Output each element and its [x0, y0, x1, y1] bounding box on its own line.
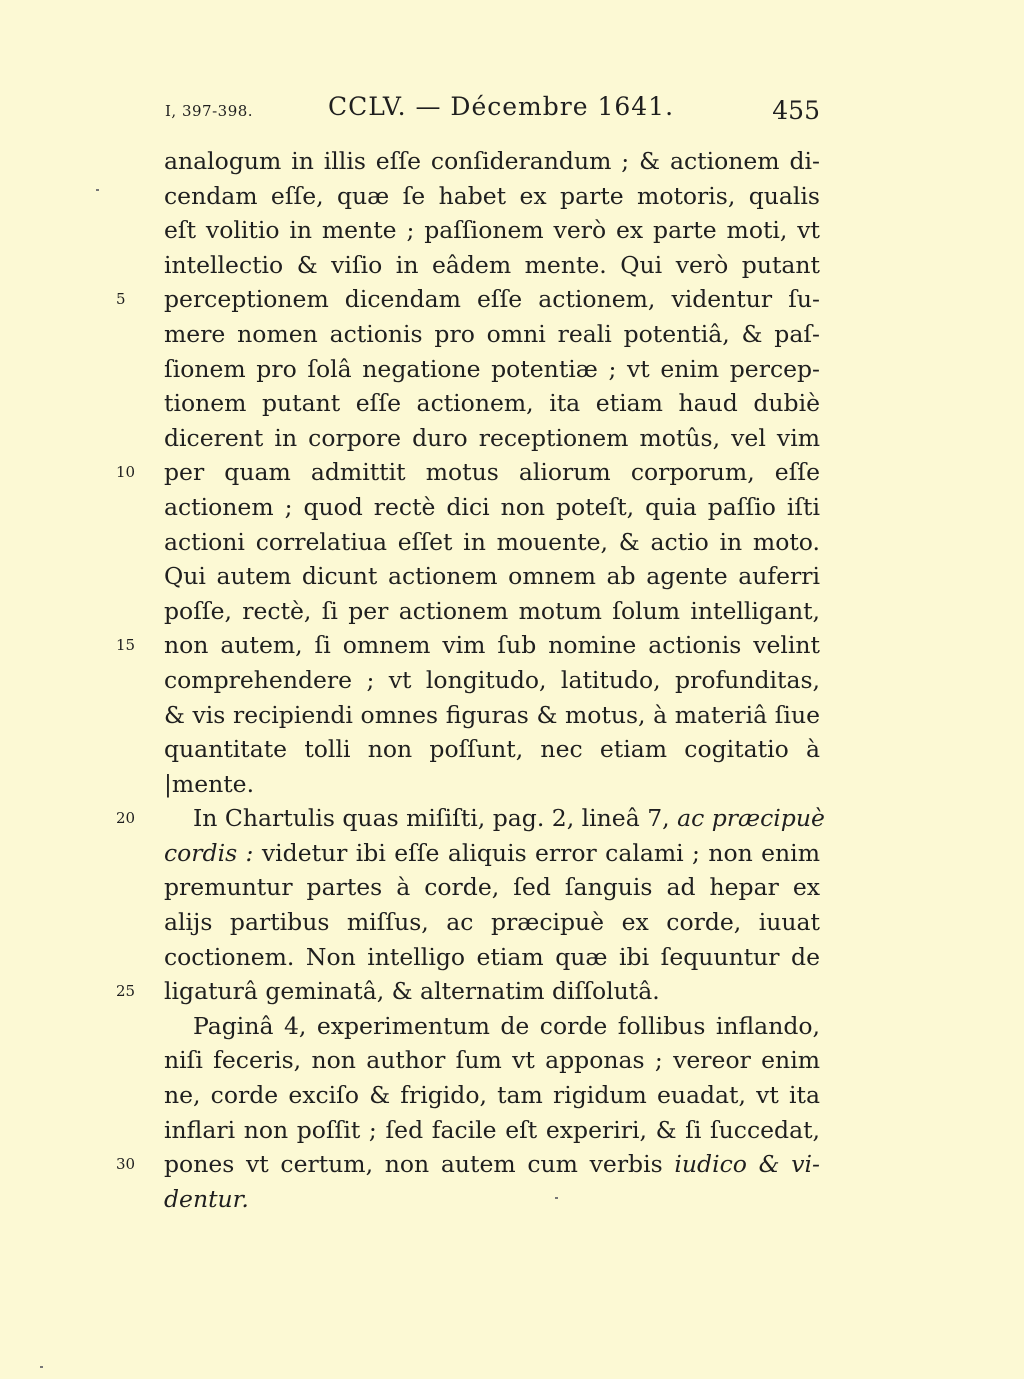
text-line: [116, 628, 820, 663]
text-line: [164, 594, 820, 629]
line-text: eſt volitio in mente ; paſſionem verò ex parte moti, vt: [164, 216, 820, 245]
line-text: perceptionem dicendam eſſe actionem, videntur ſu-: [164, 285, 820, 314]
line-number: 25: [116, 982, 136, 1001]
line-italic-text: ac præcipuè: [677, 804, 825, 833]
line-text: analogum in illis eſſe conſiderandum ; & actionem di-: [164, 147, 820, 175]
text-line: [116, 282, 820, 317]
line-number: 30: [116, 1155, 136, 1174]
text-line: [116, 1147, 820, 1182]
line-text: dicerent in corpore duro receptionem motûs, vel vim: [164, 423, 820, 452]
line-text: pones vt certum, non autem cum verbis: [164, 1150, 663, 1179]
line-text: actioni correlatiua eſſet in mouente, & actio in moto.: [164, 527, 820, 556]
letter-title: CCLV. — Décembre 1641.: [328, 92, 675, 121]
page-header: [165, 92, 820, 132]
line-text: premuntur partes à corde, ſed ſanguis ad hepar ex: [164, 873, 820, 902]
text-line: [164, 317, 820, 352]
text-line: [116, 801, 825, 836]
line-number: 5: [116, 290, 126, 309]
line-text: per quam admittit motus aliorum corporum, eſſe: [164, 458, 820, 487]
text-line: [164, 836, 820, 871]
text-line: [116, 455, 820, 490]
text-line: [164, 1043, 820, 1078]
text-line: [164, 421, 820, 456]
text-line: [164, 1182, 820, 1217]
line-number: 10: [116, 463, 136, 482]
text-line: [164, 663, 820, 698]
line-text: inflari non poſſit ; ſed facile eſt experiri, & ſi ſuccedat,: [164, 1115, 820, 1144]
line-text: Qui autem dicunt actionem omnem ab agente auferri: [164, 562, 820, 591]
line-text: quantitate tolli non poſſunt, nec etiam cogitatio à: [164, 735, 820, 764]
line-text: niſi feceris, non author ſum vt apponas ; vereor enim: [164, 1046, 820, 1075]
page-number: 455: [772, 96, 820, 125]
speck: [555, 1197, 558, 1199]
text-line: [164, 144, 820, 179]
line-text: tionem putant eſſe actionem, ita etiam haud dubiè: [164, 389, 820, 418]
line-text: & vis recipiendi omnes figuras & motus, à materiâ ſiue: [164, 700, 820, 729]
speck: [40, 1366, 43, 1368]
text-line: [164, 248, 820, 283]
line-italic-text: cordis :: [164, 838, 254, 867]
text-line: [164, 870, 820, 905]
line-text: |mente.: [164, 769, 255, 798]
line-number: 20: [116, 809, 136, 828]
line-italic-text: iudico & vi-: [674, 1150, 820, 1179]
volume-reference: I, 397-398.: [165, 102, 254, 120]
line-text: mere nomen actionis pro omni reali potentiâ, & paſ-: [164, 319, 820, 348]
line-text: ligaturâ geminatâ, & alternatim diſſolutâ.: [164, 977, 660, 1006]
text-line: [164, 525, 820, 560]
text-line: [164, 767, 820, 802]
line-text: alijs partibus miſſus, ac præcipuè ex corde, iuuat: [164, 908, 820, 937]
text-line: [164, 1078, 820, 1113]
text-line: [164, 905, 820, 940]
line-number: 15: [116, 636, 136, 655]
line-text: actionem ; quod rectè dici non poteſt, quia paſſio iſti: [164, 492, 820, 521]
line-text: videtur ibi eſſe aliquis error calami ; non enim: [261, 838, 820, 867]
text-line: [164, 698, 820, 733]
line-text: poſſe, rectè, ſi per actionem motum ſolum intelligant,: [164, 596, 820, 625]
text-line: [164, 559, 820, 594]
line-text: coctionem. Non intelligo etiam quæ ibi ſequuntur de: [164, 942, 820, 971]
line-text: comprehendere ; vt longitudo, latitudo, profunditas,: [164, 665, 820, 694]
text-line: [164, 1009, 820, 1044]
line-text: In Chartulis quas miſiſti, pag. 2, lineâ 7,: [193, 804, 670, 833]
line-text: ſionem pro ſolâ negatione potentiæ ; vt enim percep-: [164, 354, 820, 383]
text-line: [164, 732, 820, 767]
text-line: [164, 179, 820, 214]
text-line: [116, 974, 820, 1009]
text-line: [164, 1113, 820, 1148]
body-text: [116, 144, 825, 1216]
line-text: Paginâ 4, experimentum de corde follibus inflando,: [193, 1011, 820, 1040]
text-line: [164, 386, 820, 421]
text-line: [164, 213, 820, 248]
text-line: [164, 352, 820, 387]
line-text: non autem, ſi omnem vim ſub nomine actionis velint: [164, 631, 820, 660]
text-line: [164, 940, 820, 975]
line-text: intellectio & viſio in eâdem mente. Qui verò putant: [164, 250, 820, 279]
line-text: cendam eſſe, quæ ſe habet ex parte motoris, qualis: [164, 181, 820, 210]
speck: [96, 189, 99, 191]
line-text: ne, corde exciſo & frigido, tam rigidum euadat, vt ita: [164, 1081, 820, 1110]
line-italic-text: dentur.: [164, 1184, 249, 1213]
text-line: [164, 490, 820, 525]
